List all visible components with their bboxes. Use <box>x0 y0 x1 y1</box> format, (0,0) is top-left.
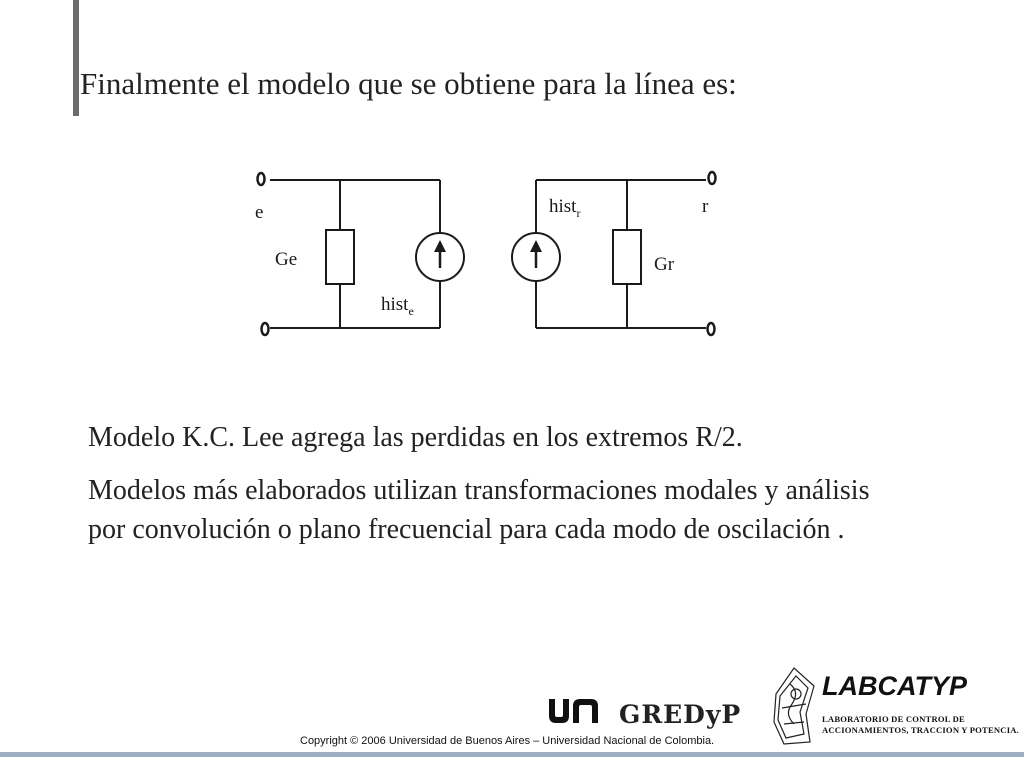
lab-description-line-1: LABORATORIO DE CONTROL DE <box>822 714 965 724</box>
labcatyp-seal-icon <box>770 664 818 748</box>
terminal-r-top <box>709 172 716 184</box>
paragraph-kc-lee: Modelo K.C. Lee agrega las perdidas en los extremos R/2. <box>88 422 743 453</box>
lab-description <box>822 714 1022 736</box>
label-hist-e: hist$_e$ <box>381 294 414 318</box>
current-source-hist-e <box>416 233 464 281</box>
label-ge: Ge <box>275 249 298 270</box>
footer-divider <box>0 752 1024 757</box>
label-gr: Gr <box>654 254 675 275</box>
label-r: r <box>702 196 709 217</box>
slide-body <box>88 418 908 563</box>
lab-description-line-2: ACCIONAMIENTOS, TRACCION Y POTENCIA. <box>822 725 1020 735</box>
label-hist-r: hist$_r$ <box>549 196 581 220</box>
copyright-notice: Copyright © 2006 Universidad de Buenos Aires – Universidad Nacional de Colombia. <box>300 735 715 747</box>
label-e: e <box>255 202 264 223</box>
terminal-r-bottom <box>708 323 715 335</box>
conductance-gr <box>613 230 641 284</box>
un-logo <box>546 696 604 726</box>
current-source-hist-r <box>512 233 560 281</box>
terminal-e-bottom <box>262 323 269 335</box>
paragraph-advanced-models: Modelos más elaborados utilizan transformaciones modales y análisis por convolución o plano frecuencial para cada modo de oscilación . <box>88 475 870 545</box>
terminal-e-top <box>258 173 265 185</box>
labcatyp-logo-text: LABCATYP <box>822 671 967 701</box>
conductance-ge <box>326 230 354 284</box>
circuit-diagram <box>240 160 740 350</box>
title-accent-bar <box>73 0 79 116</box>
slide-title: Finalmente el modelo que se obtiene para la línea es: <box>80 66 737 101</box>
gredyp-logo-text: GREDyP <box>619 700 742 729</box>
